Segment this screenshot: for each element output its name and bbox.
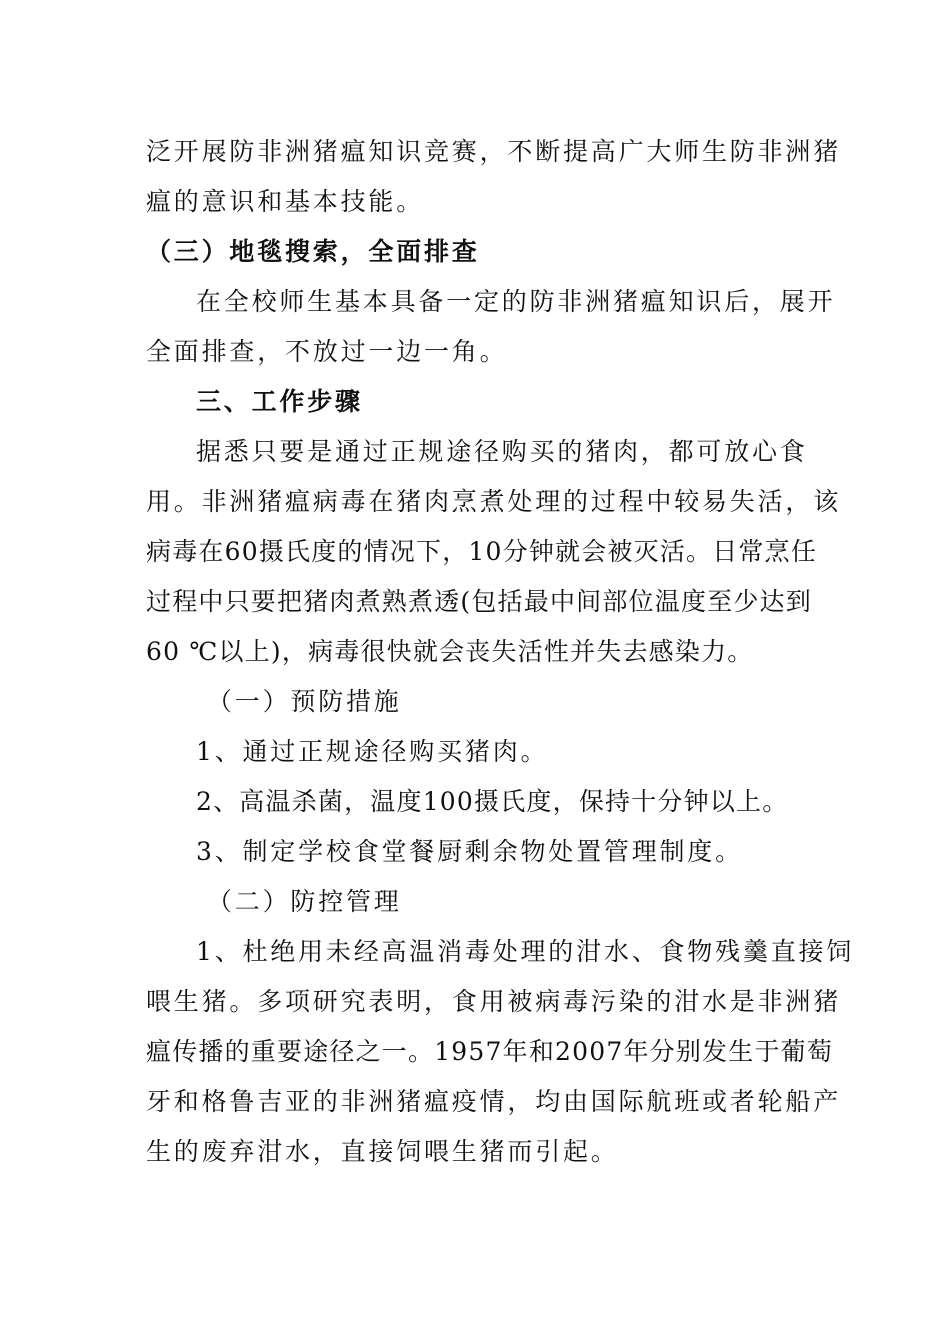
paragraph-line: 用。非洲猪瘟病毒在猪肉烹煮处理的过程中较易失活，该 — [146, 487, 842, 516]
subheading-3: （三）地毯搜索，全面排查 — [146, 237, 480, 266]
list-item: 3、制定学校食堂餐厨剩余物处置管理制度。 — [196, 837, 743, 866]
paragraph-line: 在全校师生基本具备一定的防非洲猪瘟知识后，展开 — [196, 287, 836, 316]
paragraph-line: 全面排查，不放过一边一角。 — [146, 337, 508, 366]
paragraph-line: 过程中只要把猪肉煮熟煮透(包括最中间部位温度至少达到 — [146, 587, 812, 616]
paragraph-line: 病毒在60摄氏度的情况下，10分钟就会被灭活。日常烹任 — [146, 537, 818, 566]
list-item: 2、高温杀菌，温度100摄氏度，保持十分钟以上。 — [196, 787, 789, 816]
paragraph-line: 1、杜绝用未经高温消毒处理的泔水、食物残羹直接饲 — [196, 937, 855, 966]
list-item: 1、通过正规途径购买猪肉。 — [196, 737, 549, 766]
section-heading: 三、工作步骤 — [196, 387, 363, 416]
paragraph-line: 喂生猪。多项研究表明，食用被病毒污染的泔水是非洲猪 — [146, 987, 842, 1016]
paragraph-line: 泛开展防非洲猪瘟知识竞赛，不断提高广大师生防非洲猪 — [146, 137, 842, 166]
paragraph-line: 据悉只要是通过正规途径购买的猪肉，都可放心食 — [196, 437, 808, 466]
paragraph-line: 60 ℃以上)，病毒很快就会丧失活性并失去感染力。 — [146, 637, 754, 666]
subheading-2: （二）防控管理 — [207, 887, 402, 916]
paragraph-line: 瘟传播的重要途径之一。1957年和2007年分别发生于葡萄 — [146, 1037, 834, 1066]
subheading-1: （一）预防措施 — [207, 687, 402, 716]
paragraph-line: 牙和格鲁吉亚的非洲猪瘟疫情，均由国际航班或者轮船产 — [146, 1087, 842, 1116]
paragraph-line: 生的废弃泔水，直接饲喂生猪而引起。 — [146, 1137, 619, 1166]
paragraph-line: 瘟的意识和基本技能。 — [146, 187, 425, 216]
